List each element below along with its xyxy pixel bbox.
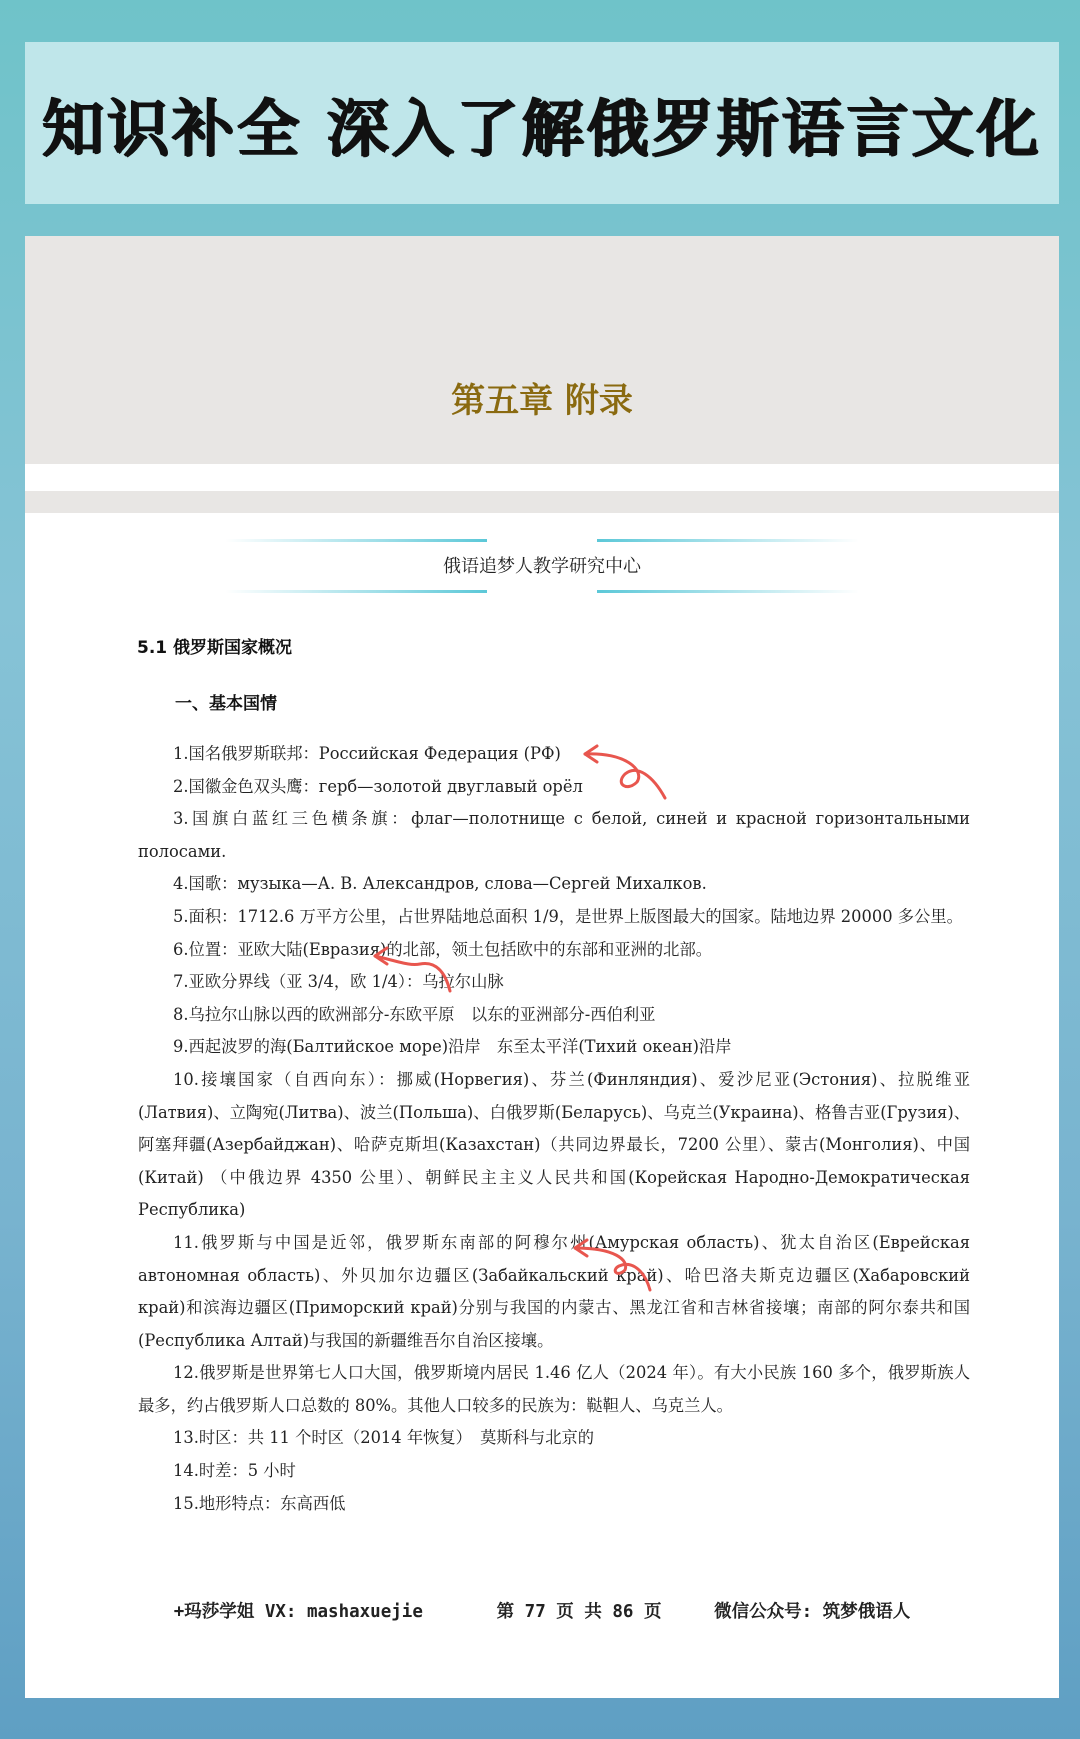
header-line-top-right <box>597 539 859 542</box>
header-center-text: 俄语追梦人教学研究中心 <box>443 556 641 577</box>
header-divider-band <box>25 491 1059 513</box>
list-item: 13.时区：共 11 个时区（2014 年恢复） 莫斯科与北京的 <box>173 1428 595 1448</box>
list-item: 4.国歌：музыка—А. В. Александров, слова—Сергей Михалков. <box>173 874 707 894</box>
list-item: 15.地形特点：东高西低 <box>173 1493 346 1513</box>
content-body <box>138 738 970 1520</box>
list-item: 10.接壤国家（自西向东）：挪威(Норвегия)、芬兰(Финляндия)、爱沙尼亚(Эстония)、拉脱维亚(Латвия)、立陶宛(Литва)、波兰(Польша)、白俄罗斯(Беларусь)、乌克兰(Украина)、格鲁吉亚(Грузия)、阿塞拜疆(Азербайджан)、哈萨克斯坦(Казахстан)（共同边界最长，7200 公里）、蒙古(Монголия)、中国 (Китай) （中俄边界 4350 公里）、朝鲜民主主义人民共和国(Корейская Народно-Демократическая Республика) <box>138 1069 970 1220</box>
list-item: 9.西起波罗的海(Балтийское море)沿岸 东至太平洋(Тихий океан)沿岸 <box>173 1037 732 1057</box>
document-page <box>25 236 1059 1698</box>
list-item: 5.面积：1712.6 万平方公里，占世界陆地总面积 1/9，是世界上版图最大的国家。陆地边界 20000 多公里。 <box>173 906 963 926</box>
header-line-bottom-left <box>225 590 487 593</box>
list-item: 12.俄罗斯是世界第七人口大国，俄罗斯境内居民 1.46 亿人（2024 年）。有大小民族 160 多个，俄罗斯族人最多，约占俄罗斯人口总数的 80%。其他人口较多的民族为：鞑靼人、乌克兰人。 <box>138 1363 970 1415</box>
chapter-title: 第五章 附录 <box>451 381 633 421</box>
list-item: 8.乌拉尔山脉以西的欧洲部分-东欧平原 以东的亚洲部分-西伯利亚 <box>173 1004 656 1024</box>
subsection-title: 一、基本国情 <box>175 694 277 714</box>
list-item: 11.俄罗斯与中国是近邻，俄罗斯东南部的阿穆尔州(Амурская область)、犹太自治区(Еврейская автономная область)、外贝加尔边疆区(Забайкальский край)、哈巴洛夫斯克边疆区(Хабаровский край)和滨海边疆区(Приморский край)分别与我国的内蒙古、黑龙江省和吉林省接壤；南部的阿尔泰共和国(Республика Алтай)与我国的新疆维吾尔自治区接壤。 <box>138 1232 970 1350</box>
footer-account: 微信公众号: 筑梦俄语人 <box>714 1602 911 1622</box>
footer-page-number: 第 77 页 共 86 页 <box>496 1602 662 1622</box>
list-item: 7.亚欧分界线（亚 3/4，欧 1/4）：乌拉尔山脉 <box>173 972 504 992</box>
title-banner <box>25 42 1059 204</box>
list-item: 1.国名俄罗斯联邦：Российская Федерация (РФ) <box>173 744 561 763</box>
list-item: 6.位置：亚欧大陆(Евразия)的北部，领土包括欧中的东部和亚洲的北部。 <box>173 939 713 959</box>
header-line-bottom-right <box>597 590 859 593</box>
section-title: 5.1 俄罗斯国家概况 <box>137 638 293 658</box>
list-item: 14.时差：5 小时 <box>173 1461 296 1481</box>
banner-title: 知识补全 深入了解俄罗斯语言文化 <box>42 91 1042 165</box>
list-item: 2.国徽金色双头鹰：герб—золотой двуглавый орёл <box>173 776 583 796</box>
footer-contact: +玛莎学姐 VX: mashaxuejie <box>173 1602 423 1622</box>
chapter-header <box>25 236 1059 464</box>
header-line-top-left <box>225 539 487 542</box>
page-footer <box>25 1598 1059 1623</box>
list-item: 3.国旗白蓝红三色横条旗：флаг—полотнище с белой, синей и красной горизонтальными полосами. <box>138 809 970 861</box>
